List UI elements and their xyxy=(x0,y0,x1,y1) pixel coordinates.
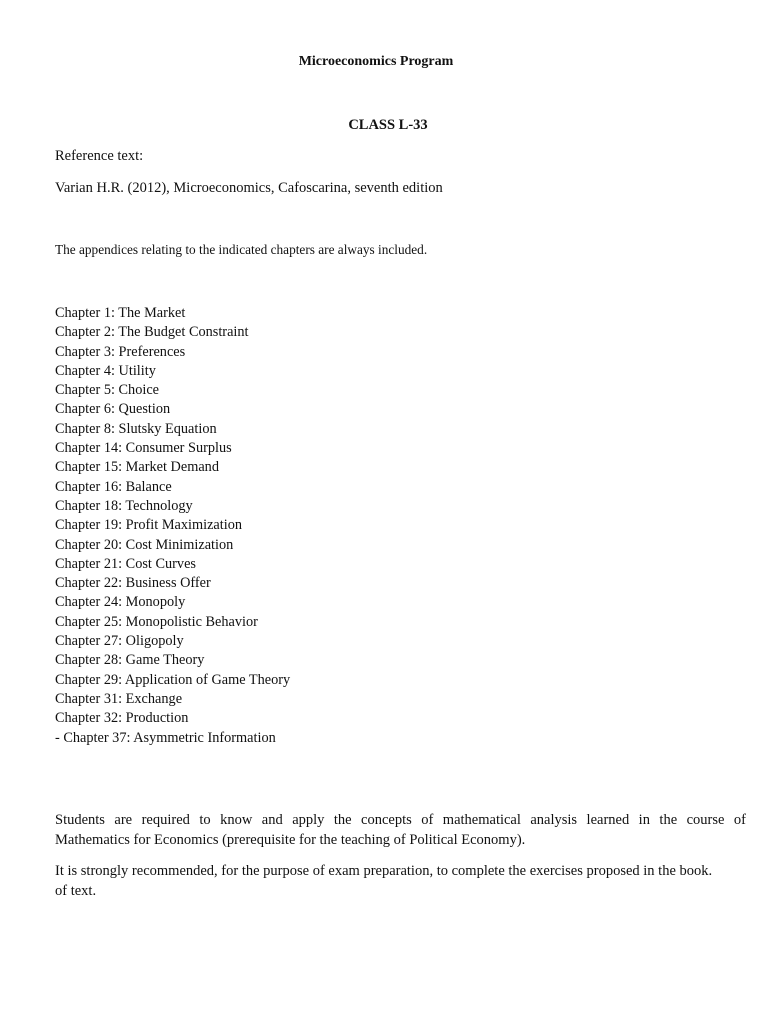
chapter-item: Chapter 16: Balance xyxy=(55,478,172,495)
prerequisite-line-2: Mathematics for Economics (prerequisite for the teaching of Political Economy). xyxy=(55,831,526,848)
chapter-item: Chapter 18: Technology xyxy=(55,497,193,514)
chapter-item: Chapter 25: Monopolistic Behavior xyxy=(55,613,258,630)
prerequisite-line-1: Students are required to know and apply the concepts of mathematical analysis learned in the course of xyxy=(55,812,746,828)
chapter-item: Chapter 22: Business Offer xyxy=(55,575,211,592)
chapter-item: Chapter 31: Exchange xyxy=(55,690,183,707)
chapter-item: Chapter 1: The Market xyxy=(55,305,186,321)
chapter-item: Chapter 4: Utility xyxy=(55,362,156,379)
reference-label: Reference text: xyxy=(55,148,144,164)
recommendation-paragraph xyxy=(55,862,746,901)
prerequisite-paragraph xyxy=(55,811,746,850)
chapter-item: Chapter 20: Cost Minimization xyxy=(55,536,234,553)
recommendation-line-1: It is strongly recommended, for the purpose of exam preparation, to complete the exercises proposed in the book. xyxy=(55,863,713,879)
chapter-item: Chapter 8: Slutsky Equation xyxy=(55,420,217,437)
chapter-item: Chapter 15: Market Demand xyxy=(55,459,219,476)
chapter-item: - Chapter 37: Asymmetric Information xyxy=(55,729,276,746)
chapter-list xyxy=(55,304,290,748)
document-title: Microeconomics Program xyxy=(298,54,454,69)
reference-text: Varian H.R. (2012), Microeconomics, Cafoscarina, seventh edition xyxy=(55,180,443,196)
chapter-item: Chapter 21: Cost Curves xyxy=(55,555,196,572)
chapter-item: Chapter 24: Monopoly xyxy=(55,594,186,611)
recommendation-line-2: of text. xyxy=(55,882,97,899)
chapter-item: Chapter 32: Production xyxy=(55,710,189,727)
chapter-item: Chapter 5: Choice xyxy=(55,382,160,399)
chapter-item: Chapter 2: The Budget Constraint xyxy=(55,324,249,341)
chapter-item: Chapter 19: Profit Maximization xyxy=(55,517,243,534)
class-heading: CLASS L-33 xyxy=(348,117,428,133)
chapter-item: Chapter 3: Preferences xyxy=(55,343,186,360)
chapter-item: Chapter 14: Consumer Surplus xyxy=(55,440,232,457)
chapter-item: Chapter 28: Game Theory xyxy=(55,652,205,669)
chapter-item: Chapter 6: Question xyxy=(55,401,171,418)
chapter-item: Chapter 29: Application of Game Theory xyxy=(55,671,291,688)
chapter-item: Chapter 27: Oligopoly xyxy=(55,633,184,650)
appendix-note: The appendices relating to the indicated chapters are always included. xyxy=(55,242,428,257)
